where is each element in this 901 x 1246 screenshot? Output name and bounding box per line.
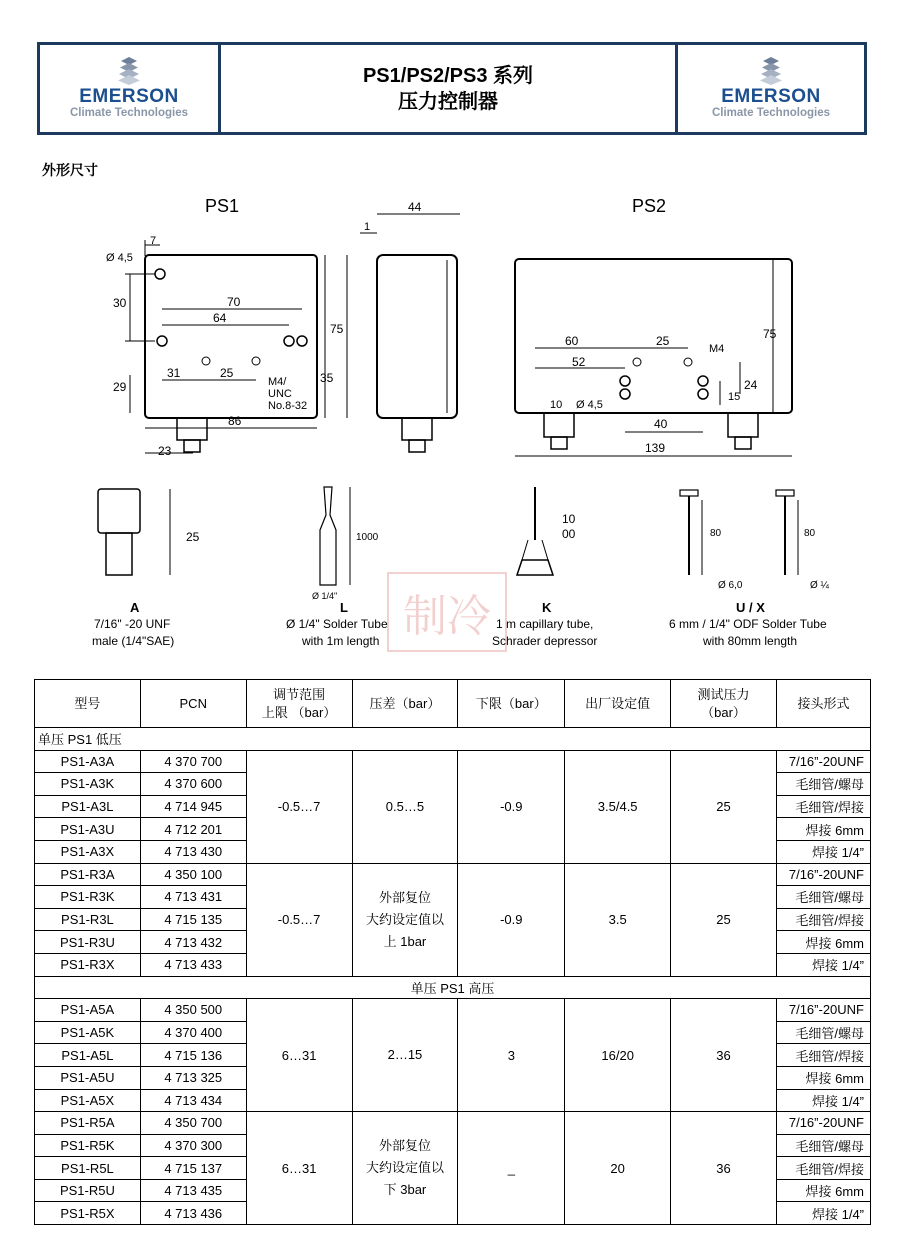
model-cell: PS1-A3L [35, 795, 141, 818]
connection-cell: 焊接 1/4” [776, 1089, 870, 1112]
emerson-logo-right [678, 45, 864, 132]
group-label: 单压 PS1 低压 [35, 728, 871, 751]
svg-text:1000: 1000 [356, 532, 379, 543]
emerson-logo-icon [117, 57, 141, 85]
connection-cell: 毛细管/螺母 [776, 886, 870, 909]
svg-text:44: 44 [408, 200, 422, 214]
connection-cell: 焊接 6mm [776, 1179, 870, 1202]
model-cell: PS1-A5K [35, 1021, 141, 1044]
model-cell: PS1-R5U [35, 1179, 141, 1202]
ps1-screw [252, 357, 260, 365]
svg-text:7: 7 [150, 235, 157, 247]
test-cell: 36 [671, 999, 777, 1112]
model-cell: PS1-R5L [35, 1157, 141, 1180]
ps1-hole [155, 269, 165, 279]
pcn-cell: 4 350 500 [140, 999, 246, 1022]
model-cell: PS1-A5U [35, 1066, 141, 1089]
logo-subtitle: Climate Technologies [711, 107, 830, 119]
ps1-hole [157, 336, 167, 346]
svg-text:UNC: UNC [268, 388, 292, 400]
connection-cell: 7/16”-20UNF [776, 1112, 870, 1135]
svg-text:80: 80 [804, 528, 816, 539]
range-cell: -0.5…7 [246, 863, 352, 976]
ps2-label: PS2 [632, 196, 667, 216]
connection-cell: 毛细管/焊接 [776, 908, 870, 931]
table-row [35, 1112, 871, 1135]
emerson-logo-icon [759, 57, 783, 85]
svg-text:10: 10 [562, 512, 576, 526]
pcn-cell: 4 715 137 [140, 1157, 246, 1180]
ps1-hole [284, 336, 294, 346]
pcn-cell: 4 370 400 [140, 1021, 246, 1044]
pcn-cell: 4 715 135 [140, 908, 246, 931]
svg-text:60: 60 [565, 334, 579, 348]
title-line-2: 压力控制器 [398, 90, 498, 113]
header-diff: 压差（bar） [352, 680, 458, 728]
group-row [35, 728, 871, 751]
svg-text:80: 80 [710, 528, 722, 539]
model-cell: PS1-R5X [35, 1202, 141, 1225]
svg-text:with 1m length: with 1m length [302, 634, 380, 648]
pcn-cell: 4 713 430 [140, 840, 246, 863]
svg-text:70: 70 [227, 295, 241, 309]
connection-cell: 焊接 6mm [776, 818, 870, 841]
connection-cell: 毛细管/螺母 [776, 1134, 870, 1157]
svg-text:25: 25 [656, 334, 670, 348]
svg-text:No.8-32: No.8-32 [268, 400, 308, 412]
connection-cell: 毛细管/螺母 [776, 773, 870, 796]
svg-text:40: 40 [654, 417, 668, 431]
spec-table [34, 679, 871, 1225]
pcn-cell: 4 712 201 [140, 818, 246, 841]
table-row [35, 863, 871, 886]
connection-cell: 毛细管/焊接 [776, 1044, 870, 1067]
header-lower: 下限（bar） [458, 680, 565, 728]
svg-text:25: 25 [186, 530, 200, 544]
connection-cell: 毛细管/焊接 [776, 795, 870, 818]
lower-cell: 3 [458, 999, 565, 1112]
range-cell: 6…31 [246, 999, 352, 1112]
svg-text:00: 00 [562, 527, 576, 541]
svg-text:Ø ¼: Ø ¼ [810, 580, 829, 591]
header-model: 型号 [35, 680, 141, 728]
connection-cell: 焊接 6mm [776, 1066, 870, 1089]
svg-text:10: 10 [550, 399, 563, 411]
pcn-cell: 4 713 432 [140, 931, 246, 954]
lower-cell: _ [458, 1112, 565, 1225]
connection-cell: 焊接 1/4” [776, 953, 870, 976]
svg-text:64: 64 [213, 311, 227, 325]
group-label: 单压 PS1 高压 [35, 976, 871, 999]
pcn-cell: 4 713 325 [140, 1066, 246, 1089]
watermark-stamp: 制冷 [387, 572, 507, 652]
model-cell: PS1-R3K [35, 886, 141, 909]
diff-cell: 外部复位 大约设定值以 下 3bar [352, 1112, 458, 1225]
connector-a-thread [106, 533, 132, 575]
pcn-cell: 4 370 700 [140, 750, 246, 773]
svg-text:with 80mm length: with 80mm length [703, 634, 798, 648]
diff-cell: 外部复位 大约设定值以 上 1bar [352, 863, 458, 976]
model-cell: PS1-R3X [35, 953, 141, 976]
svg-text:M4: M4 [709, 343, 725, 355]
svg-text:U / X: U / X [736, 600, 765, 615]
header-connection: 接头形式 [776, 680, 870, 728]
header-test: 测试压力 （bar） [671, 680, 777, 728]
connector-k-nut [517, 560, 553, 575]
pcn-cell: 4 370 300 [140, 1134, 246, 1157]
svg-text:Ø 4,5: Ø 4,5 [106, 252, 133, 264]
pcn-cell: 4 713 436 [140, 1202, 246, 1225]
model-cell: PS1-A3U [35, 818, 141, 841]
test-cell: 25 [671, 750, 777, 863]
group-row [35, 976, 871, 999]
table-row [35, 999, 871, 1022]
range-cell: -0.5…7 [246, 750, 352, 863]
pcn-cell: 4 713 433 [140, 953, 246, 976]
svg-text:L: L [340, 600, 348, 615]
factory-cell: 3.5/4.5 [565, 750, 671, 863]
model-cell: PS1-R5A [35, 1112, 141, 1135]
pcn-cell: 4 715 136 [140, 1044, 246, 1067]
pcn-cell: 4 713 435 [140, 1179, 246, 1202]
connection-cell: 毛细管/焊接 [776, 1157, 870, 1180]
model-cell: PS1-A3X [35, 840, 141, 863]
range-cell: 6…31 [246, 1112, 352, 1225]
pcn-cell: 4 714 945 [140, 795, 246, 818]
svg-text:24: 24 [744, 378, 758, 392]
svg-text:M4/: M4/ [268, 376, 287, 388]
emerson-logo-left [40, 45, 218, 132]
logo-brand: EMERSON [721, 86, 821, 107]
svg-text:Ø 6,0: Ø 6,0 [718, 580, 743, 591]
table-row [35, 750, 871, 773]
header-pcn: PCN [140, 680, 246, 728]
model-cell: PS1-R5K [35, 1134, 141, 1157]
ps1-screw [202, 357, 210, 365]
model-cell: PS1-A5A [35, 999, 141, 1022]
model-cell: PS1-A3A [35, 750, 141, 773]
lower-cell: -0.9 [458, 750, 565, 863]
pcn-cell: 4 713 431 [140, 886, 246, 909]
svg-text:Schrader depressor: Schrader depressor [492, 634, 598, 648]
svg-text:75: 75 [763, 327, 777, 341]
factory-cell: 3.5 [565, 863, 671, 976]
ps1-label: PS1 [205, 196, 240, 216]
svg-text:K: K [542, 600, 552, 615]
connection-cell: 7/16”-20UNF [776, 999, 870, 1022]
pcn-cell: 4 713 434 [140, 1089, 246, 1112]
pcn-cell: 4 370 600 [140, 773, 246, 796]
connection-cell: 焊接 6mm [776, 931, 870, 954]
svg-text:86: 86 [228, 414, 242, 428]
test-cell: 25 [671, 863, 777, 976]
logo-brand: EMERSON [79, 86, 179, 107]
header-range: 调节范围 上限 （bar） [246, 680, 352, 728]
test-cell: 36 [671, 1112, 777, 1225]
svg-text:31: 31 [167, 366, 181, 380]
connector-a-nut [98, 489, 140, 533]
svg-text:7/16" -20 UNF: 7/16" -20 UNF [94, 617, 171, 631]
svg-text:Ø 1/4" Solder Tube: Ø 1/4" Solder Tube [286, 617, 388, 631]
connection-cell: 7/16”-20UNF [776, 750, 870, 773]
svg-text:25: 25 [220, 366, 234, 380]
factory-cell: 16/20 [565, 999, 671, 1112]
logo-subtitle: Climate Technologies [69, 107, 188, 119]
model-cell: PS1-A3K [35, 773, 141, 796]
svg-text:139: 139 [645, 441, 666, 455]
svg-text:15: 15 [728, 391, 741, 403]
svg-text:1 m capillary tube,: 1 m capillary tube, [496, 617, 594, 631]
svg-text:A: A [130, 600, 140, 615]
model-cell: PS1-A5X [35, 1089, 141, 1112]
model-cell: PS1-R3U [35, 931, 141, 954]
svg-text:30: 30 [113, 296, 127, 310]
connector-l-tube [320, 487, 336, 585]
connection-cell: 焊接 1/4” [776, 840, 870, 863]
diff-cell: 2…15 [352, 999, 458, 1112]
svg-text:1: 1 [364, 221, 371, 233]
title-line-1: PS1/PS2/PS3 系列 [362, 64, 534, 87]
svg-text:6 mm / 1/4" ODF Solder Tube: 6 mm / 1/4" ODF Solder Tube [669, 617, 827, 631]
factory-cell: 20 [565, 1112, 671, 1225]
connection-cell: 7/16”-20UNF [776, 863, 870, 886]
header-title [218, 45, 678, 132]
model-cell: PS1-R3A [35, 863, 141, 886]
ps1-hole [297, 336, 307, 346]
svg-text:35: 35 [320, 371, 334, 385]
model-cell: PS1-A5L [35, 1044, 141, 1067]
header-factory: 出厂设定值 [565, 680, 671, 728]
svg-text:52: 52 [572, 355, 586, 369]
table-header-row [35, 680, 871, 728]
svg-text:75: 75 [330, 322, 344, 336]
pcn-cell: 4 350 700 [140, 1112, 246, 1135]
svg-text:male (1/4"SAE): male (1/4"SAE) [92, 634, 175, 648]
side-view-outline [377, 255, 457, 418]
section-title: 外形尺寸 [42, 162, 98, 178]
connection-cell: 焊接 1/4” [776, 1202, 870, 1225]
svg-text:29: 29 [113, 380, 127, 394]
diff-cell: 0.5…5 [352, 750, 458, 863]
model-cell: PS1-R3L [35, 908, 141, 931]
lower-cell: -0.9 [458, 863, 565, 976]
connection-cell: 毛细管/螺母 [776, 1021, 870, 1044]
svg-text:Ø 1/4": Ø 1/4" [312, 591, 338, 601]
svg-text:23: 23 [158, 444, 172, 458]
svg-text:Ø 4,5: Ø 4,5 [576, 399, 603, 411]
document-header [37, 42, 867, 135]
pcn-cell: 4 350 100 [140, 863, 246, 886]
